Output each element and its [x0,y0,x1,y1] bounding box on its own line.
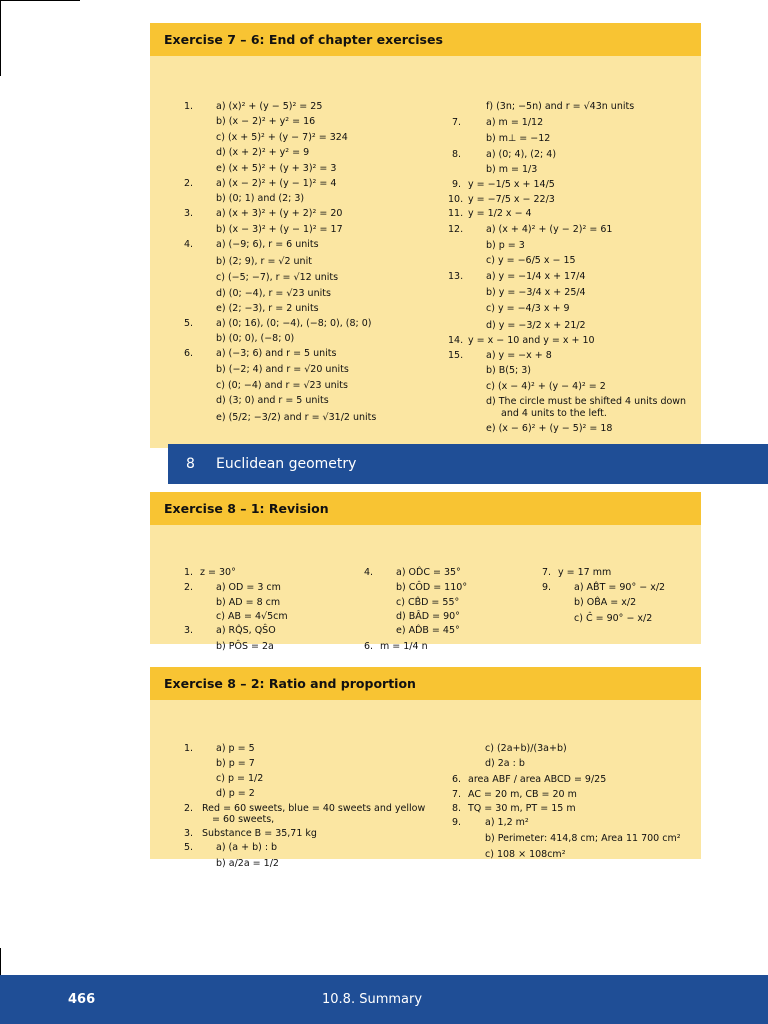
question-number: 2. [184,178,194,189]
question-number: 6. [364,641,374,652]
answer-text: a) 1,2 m² [485,817,529,828]
answer-text: e) (x − 6)² + (y − 5)² = 18 [486,423,613,434]
answer-text: d) y = −3/2 x + 21/2 [486,320,586,331]
exercise-title: Exercise 8 – 2: Ratio and proportion [150,667,701,700]
answer-text: a) m = 1/12 [486,117,544,128]
question-number: 1. [184,567,194,578]
question-number: 8. [452,803,462,814]
answer-text: a) y = −x + 8 [486,350,552,361]
answer-text: z = 30° [200,567,236,578]
answer-text: b) Perimeter: 414,8 cm; Area 11 700 cm² [485,833,681,844]
crop-mark-top [0,0,80,1]
chapter-number: 8 [186,456,195,472]
question-number: 15. [448,350,464,361]
answer-text: y = −1/5 x + 14/5 [468,179,555,190]
answer-text: d) The circle must be shifted 4 units down [486,396,687,407]
exercise-title: Exercise 8 – 1: Revision [150,492,701,525]
answer-text: d) (3; 0) and r = 5 units [216,395,329,406]
answer-text: b) (−2; 4) and r = √20 units [216,364,349,375]
question-number: 2. [184,582,194,593]
question-number: 14. [448,335,464,346]
answer-text: y = x − 10 and y = x + 10 [468,335,595,346]
section-label: 10.8. Summary [322,992,423,1007]
question-number: 4. [364,567,374,578]
answer-text: b) CÔD = 110° [396,582,468,593]
answer-text: a) (x − 2)² + (y − 1)² = 4 [216,178,337,189]
answer-text: TQ = 30 m, PT = 15 m [468,803,576,814]
answer-text: c) CB̂D = 55° [396,597,460,608]
page-footer [0,975,768,1024]
answer-text: b) PÔS = 2a [216,641,274,652]
answer-text: a) (x)² + (y − 5)² = 25 [216,101,323,112]
question-number: 1. [184,101,194,112]
answer-text: y = 1/2 x − 4 [468,208,532,219]
answer-text: e) (2; −3), r = 2 units [216,303,319,314]
answer-text: c) (x − 4)² + (y − 4)² = 2 [486,381,606,392]
answer-text: e) AD̂B = 45° [396,625,460,636]
question-number: 8. [452,149,462,160]
answer-text: AC = 20 m, CB = 20 m [468,789,577,800]
answer-text: a) (0; 4), (2; 4) [486,149,557,160]
answer-text: a) (−3; 6) and r = 5 units [216,348,337,359]
answer-text: m = 1/4 n [380,641,428,652]
answer-text: b) (0; 1) and (2; 3) [216,193,305,204]
answer-text: b) B(5; 3) [486,365,531,376]
answer-text: and 4 units to the left. [501,408,607,419]
answer-text: a) (x + 3)² + (y + 2)² = 20 [216,208,343,219]
answer-text: = 60 sweets, [212,814,275,825]
answer-text: a) AB̂T = 90° − x/2 [574,582,666,593]
question-number: 4. [184,239,194,250]
answer-text: area ABF / area ABCD = 9/25 [468,774,607,785]
page-number: 466 [68,992,96,1007]
answer-text: b) OB̂A = x/2 [574,597,637,608]
question-number: 3. [184,208,194,219]
answer-text: a) p = 5 [216,743,255,754]
answer-text: c) AB = 4√5cm [216,611,288,622]
answer-text: b) (x − 2)² + y² = 16 [216,116,316,127]
answer-text: a) (0; 16), (0; −4), (−8; 0), (8; 0) [216,318,372,329]
answer-text: b) m = 1/3 [486,164,538,175]
answer-text: c) (−5; −7), r = √12 units [216,272,339,283]
question-number: 6. [452,774,462,785]
answer-text: b) AD = 8 cm [216,597,281,608]
answer-text: y = 17 mm [558,567,612,578]
answer-text: e) (x + 5)² + (y + 3)² = 3 [216,163,337,174]
question-number: 5. [184,842,194,853]
answer-text: a) (x + 4)² + (y − 2)² = 61 [486,224,613,235]
answer-text: c) Ĉ = 90° − x/2 [574,613,653,624]
answer-text: d) BÂD = 90° [396,611,460,622]
answer-text: a) (−9; 6), r = 6 units [216,239,319,250]
answer-text: b) y = −3/4 x + 25/4 [486,287,586,298]
question-number: 2. [184,803,194,814]
answer-text: a) RQ̂S, QŜO [216,625,276,636]
question-number: 7. [542,567,552,578]
question-number: 7. [452,117,462,128]
answer-text: c) (0; −4) and r = √23 units [216,380,348,391]
answer-text: c) (2a+b)/(3a+b) [485,743,567,754]
answer-text: c) (x + 5)² + (y − 7)² = 324 [216,132,348,143]
answer-text: c) y = −4/3 x + 9 [486,303,570,314]
answer-text: d) (x + 2)² + y² = 9 [216,147,310,158]
question-number: 3. [184,828,194,839]
answer-text: a) OD = 3 cm [216,582,281,593]
exercise-title: Exercise 7 – 6: End of chapter exercises [150,23,701,56]
answer-text: d) (0; −4), r = √23 units [216,288,331,299]
answer-text: b) (0; 0), (−8; 0) [216,333,295,344]
question-number: 12. [448,224,464,235]
exercise-8-2-box [150,667,701,869]
chapter-title: Euclidean geometry [216,456,357,472]
answer-text: b) p = 7 [216,758,255,769]
answer-text: b) p = 3 [486,240,525,251]
exercise-8-1-box [150,492,701,652]
question-number: 9. [452,817,462,828]
answer-text: Substance B = 35,71 kg [202,828,317,839]
answer-text: c) y = −6/5 x − 15 [486,255,576,266]
question-number: 7. [452,789,462,800]
answer-text: a) (a + b) : b [216,842,278,853]
crop-mark-bottom-left [0,948,1,976]
answer-text: b) (2; 9), r = √2 unit [216,256,312,267]
answer-text: Red = 60 sweets, blue = 40 sweets and yellow [202,803,426,814]
question-number: 1. [184,743,194,754]
question-number: 9. [452,179,462,190]
answer-text: b) m⊥ = −12 [486,133,551,144]
answer-text: d) 2a : b [485,758,525,769]
question-number: 6. [184,348,194,359]
answer-text: y = −7/5 x − 22/3 [468,194,555,205]
chapter-banner [168,444,768,484]
answer-text: a) OD̂C = 35° [396,567,461,578]
question-number: 11. [448,208,464,219]
answer-text: f) (3n; −5n) and r = √43n units [486,101,635,112]
question-number: 5. [184,318,194,329]
answer-text: e) (5/2; −3/2) and r = √31/2 units [216,412,377,423]
exercise-7-6-box [150,23,701,448]
question-number: 13. [448,271,464,282]
question-number: 3. [184,625,194,636]
answer-text: b) (x − 3)² + (y − 1)² = 17 [216,224,343,235]
crop-mark-left [0,0,1,76]
answer-text: c) 108 × 108cm² [485,849,566,860]
answer-text: b) a/2a = 1/2 [216,858,279,869]
answer-text: c) p = 1/2 [216,773,264,784]
answer-text: d) p = 2 [216,788,255,799]
question-number: 9. [542,582,552,593]
answer-text: a) y = −1/4 x + 17/4 [486,271,586,282]
question-number: 10. [448,194,464,205]
